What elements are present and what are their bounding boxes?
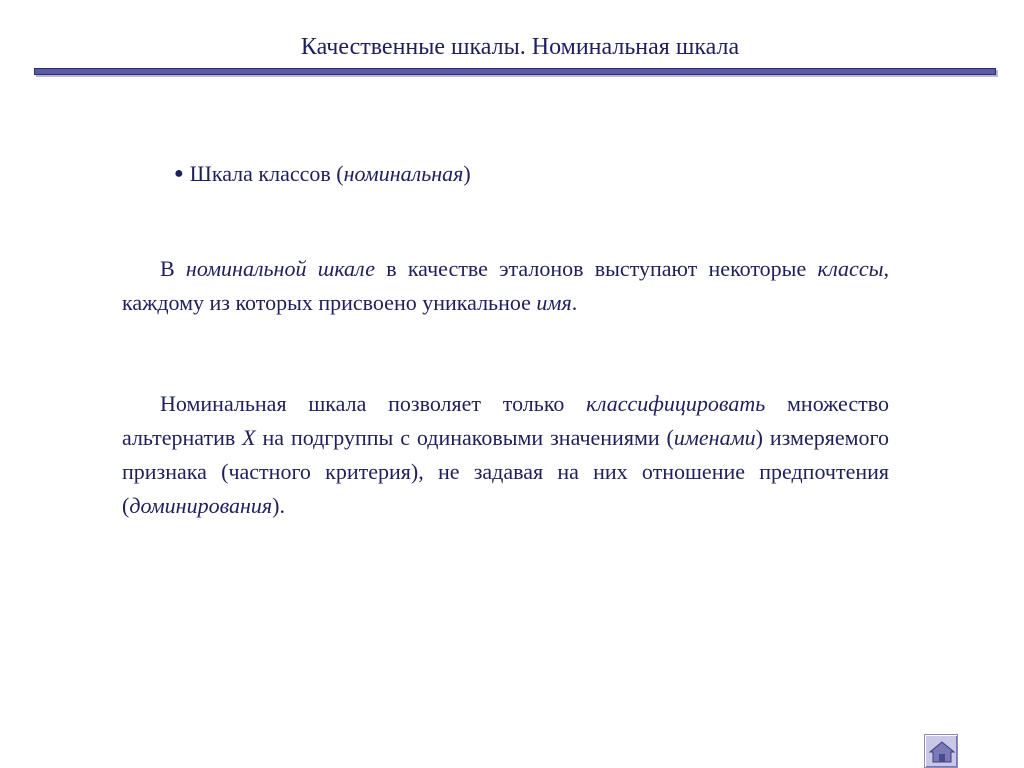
bullet-dot-icon: ● [174,165,184,182]
p2-text-3: на подгруппы с одинаковыми значениями ( [255,425,674,450]
home-icon [929,740,955,764]
bullet-italic: номинальная [343,161,464,186]
p2-text-2: множество альтернатив [122,391,889,450]
p2-italic-1: классифицировать [586,391,766,416]
slide-title: Качественные шкалы. Номинальная шкала [300,34,740,60]
paragraph-nominal-usage [122,387,889,523]
p1-text-2: в качестве эталонов выступают некоторые [374,256,818,281]
p2-italic-2: X [242,425,256,450]
p1-text-4: . [571,290,578,315]
p2-text-5: ). [272,493,285,518]
p1-text-1: В [160,256,186,281]
p1-italic-3: имя [536,290,572,315]
title-underline [34,68,996,75]
p2-text-4: ) измеряемого признака (частного критерия), не задавая на них отношение предпочтения ( [122,425,889,518]
p1-italic-2: классы [817,256,884,281]
p1-text-3: , каждому из которых присвоено уникальное [122,256,889,315]
bullet-text: Шкала классов [189,161,337,186]
p2-text-1: Номинальная шкала позволяет только [160,391,587,416]
bullet-item [174,161,471,187]
p1-italic-1: номинальной шкале [185,256,375,281]
home-button[interactable] [924,734,958,768]
p2-italic-3: именами [673,425,756,450]
bullet-paren-close: ) [463,161,471,186]
p2-italic-4: доминирования [129,493,273,518]
bullet-paren-open: ( [336,161,344,186]
paragraph-nominal-definition [122,252,889,320]
